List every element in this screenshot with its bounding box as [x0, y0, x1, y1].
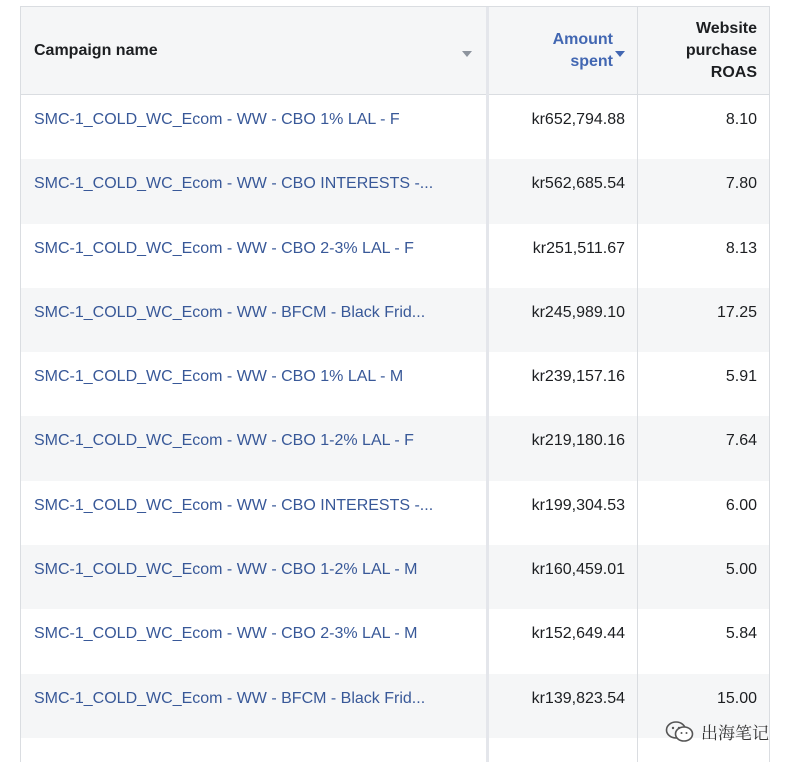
- amount-spent-cell: kr245,989.10: [531, 303, 625, 321]
- campaign-name-link[interactable]: SMC-1_COLD_WC_Ecom - WW - CBO INTERESTS -...: [34, 496, 434, 514]
- amount-header-line2: spent: [570, 53, 613, 70]
- roas-header-line1: Website: [695, 20, 757, 37]
- campaign-name-link[interactable]: SMC-1_COLD_WC_Ecom - WW - CBO 2-3% LAL - M: [34, 625, 418, 643]
- roas-cell: 5.91: [725, 368, 757, 386]
- column-header-campaign-name-label: Campaign name: [34, 42, 158, 59]
- table-row[interactable]: [21, 481, 769, 545]
- table-row[interactable]: [21, 159, 769, 223]
- amount-spent-cell: kr139,823.54: [531, 689, 625, 707]
- table-row[interactable]: [21, 416, 769, 480]
- amount-spent-cell: kr239,157.16: [531, 368, 625, 386]
- table-header: [21, 7, 769, 95]
- amount-spent-cell: kr251,511.67: [532, 239, 625, 257]
- roas-cell: 7.64: [725, 432, 757, 450]
- campaign-name-link[interactable]: SMC-1_COLD_WC_Ecom - WW - BFCM - Black Frid...: [34, 303, 426, 321]
- column-header-campaign-name[interactable]: [21, 7, 486, 95]
- roas-header-line3: ROAS: [710, 64, 757, 81]
- table-row[interactable]: [21, 95, 769, 159]
- roas-cell: 17.25: [716, 303, 757, 321]
- campaign-name-link[interactable]: SMC-1_COLD_WC_Ecom - WW - CBO 1-2% LAL - F: [34, 432, 414, 450]
- roas-cell: 5.00: [725, 561, 757, 579]
- campaign-name-link[interactable]: SMC-1_COLD_WC_Ecom - WW - CBO 1% LAL - M: [34, 368, 404, 386]
- column-divider[interactable]: [637, 7, 638, 762]
- amount-spent-cell: kr152,649.44: [531, 625, 625, 643]
- table-row[interactable]: [21, 224, 769, 288]
- campaign-name-link[interactable]: SMC-1_COLD_WC_Ecom - WW - CBO 1-2% LAL - M: [34, 561, 418, 579]
- column-divider-frozen[interactable]: [486, 7, 489, 762]
- table-row[interactable]: [21, 609, 769, 673]
- roas-cell: 7.80: [725, 175, 757, 193]
- watermark-text: 出海笔记: [701, 724, 769, 743]
- amount-spent-cell: kr199,304.53: [531, 496, 625, 514]
- roas-cell: 8.13: [725, 239, 757, 257]
- wechat-icon: [665, 720, 695, 744]
- column-header-amount-spent-label: [553, 29, 613, 73]
- campaign-name-link[interactable]: [21, 738, 486, 762]
- column-header-roas-label: [686, 18, 757, 84]
- campaign-table: [20, 6, 770, 762]
- table-row[interactable]: [21, 738, 769, 762]
- table-row[interactable]: [21, 674, 769, 738]
- roas-cell: 6.00: [725, 496, 757, 514]
- table-row[interactable]: [21, 545, 769, 609]
- campaign-name-link[interactable]: SMC-1_COLD_WC_Ecom - WW - BFCM - Black Frid...: [34, 689, 426, 707]
- amount-spent-cell: kr219,180.16: [531, 432, 625, 450]
- watermark: [665, 719, 769, 744]
- amount-header-line1: Amount: [552, 31, 613, 48]
- roas-cell: 15.00: [716, 689, 757, 707]
- campaign-name-link[interactable]: SMC-1_COLD_WC_Ecom - WW - CBO INTERESTS -...: [34, 175, 434, 193]
- campaign-name-link[interactable]: SMC-1_COLD_WC_Ecom - WW - CBO 2-3% LAL - F: [34, 239, 414, 257]
- amount-spent-cell: kr160,459.01: [531, 561, 625, 579]
- roas-cell: 8.10: [725, 111, 757, 128]
- roas-cell: 5.84: [725, 625, 757, 643]
- campaign-name-link[interactable]: SMC-1_COLD_WC_Ecom - WW - CBO 1% LAL - F: [34, 111, 400, 128]
- sort-chevron-down-icon[interactable]: [462, 51, 472, 57]
- sort-descending-icon[interactable]: [615, 51, 625, 57]
- column-header-website-purchase-roas[interactable]: [638, 7, 769, 95]
- table-body: [21, 95, 769, 762]
- roas-header-line2: purchase: [685, 42, 757, 59]
- table-row[interactable]: [21, 352, 769, 416]
- table-row[interactable]: [21, 288, 769, 352]
- amount-spent-cell: [489, 738, 637, 762]
- amount-spent-cell: kr652,794.88: [531, 111, 625, 128]
- amount-spent-cell: kr562,685.54: [531, 175, 625, 193]
